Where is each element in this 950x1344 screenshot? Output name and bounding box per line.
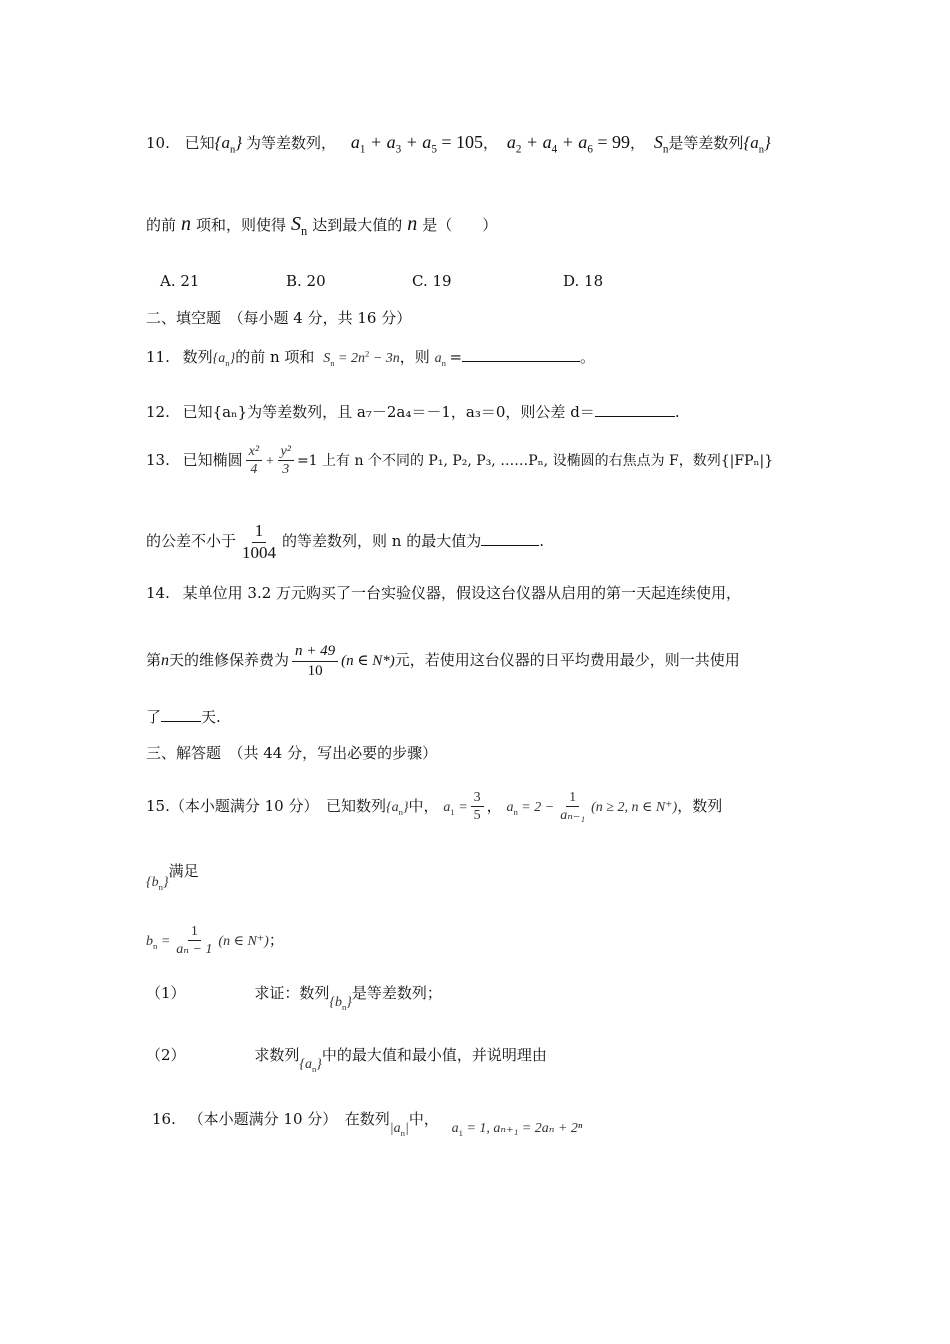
q13-ellipse-frac-x: $\frac{\text{x²}}{4}$ <box>246 444 262 478</box>
q10-number: 10. <box>146 134 170 152</box>
q15-bn-frac: $\frac{1}{\text{aₙ − 1}}$ <box>176 924 213 958</box>
question-12: 12. 已知{aₙ}为等差数列，且 a₇－2a₄＝－1，a₃＝0，则公差 d＝ . <box>146 403 680 421</box>
q10-option-b: B. 20 <box>286 272 326 290</box>
question-15: 15.（本小题满分 10 分） 已知数列$\{a_n\}$中， $a_1$ = $\frac{3}{5}$ ， $a_n = 2$ − $\frac{1}{\text{aₙ₋₁}}$ (n ≥ 2, n ∈ N⁺)，数列 <box>146 790 723 824</box>
q12-answer-blank[interactable] <box>595 415 675 417</box>
question-14-end: 了 天. <box>146 708 221 726</box>
q11-answer-blank[interactable] <box>462 360 580 362</box>
q14-answer-blank[interactable] <box>161 720 201 722</box>
question-15-bn: $\{b_n\}$满足 <box>146 862 199 892</box>
question-14-cont: 第n天的维修保养费为 $\frac{n + 49}{10}$ (n ∈ N*)元，若使用这台仪器的日平均费用最少，则一共使用 <box>146 643 740 679</box>
q10-option-a: A. 21 <box>160 272 200 290</box>
question-15-bn-def: $b_n$ = $\frac{1}{\text{aₙ − 1}}$ (n ∈ N⁺)； <box>146 924 284 958</box>
question-14: 14. 某单位用 3.2 万元购买了一台实验仪器，假设这台仪器从启用的第一天起连续使用， <box>146 584 742 602</box>
q13-answer-blank[interactable] <box>481 544 539 546</box>
q15-an-frac: $\frac{1}{\text{aₙ₋₁}}$ <box>560 790 586 824</box>
q14-fee-frac: $\frac{n + 49}{10}$ <box>292 643 338 679</box>
section-3-title: 三、解答题 （共 44 分，写出必要的步骤） <box>146 744 438 762</box>
q13-difference-frac: $\frac{1}{1004}$ <box>242 521 277 562</box>
question-16: 16. （本小题满分 10 分） 在数列$|a_n|$中， $a_1 = 1$, aₙ₊₁ = 2aₙ + 2ⁿ <box>152 1110 583 1138</box>
question-10-cont: 的前 n 项和，则使得 $S_n$ 达到最大值的 n 是（ ） <box>146 213 498 238</box>
question-15-part-2: （2） 求数列$\{a_n\}$中的最大值和最小值，并说明理由 <box>146 1046 547 1074</box>
question-13-cont: 的公差不小于 $\frac{1}{1004}$ 的等差数列，则 n 的最大值为 . <box>146 521 544 562</box>
question-10: 10. 已知$\{a_n\}$ 为等差数列， $a_1 + a_3 + a_5 = 105$， $a_2 + a_4 + a_6 = 99$， $S_n$是等差数列$\{a_n\}$ <box>146 132 771 156</box>
section-2-title: 二、填空题 （每小题 4 分，共 16 分） <box>146 309 412 327</box>
question-11: 11. 数列$\{a_n\}$的前 n 项和 $S_n = 2n^2 - 3n$，则 $a_n$ = 。 <box>146 348 596 368</box>
q15-a1-frac: $\frac{3}{5}$ <box>471 790 484 824</box>
question-13: 13. 已知椭圆 $\frac{\text{x²}}{4}$ + $\frac{\text{y²}}{3}$ =1 上有 n 个不同的 P₁, P₂, P₃, ……Pₙ, 设椭圆的右焦点为 F，数列{|FPₙ|} <box>146 444 774 478</box>
question-15-part-1: （1） 求证：数列$\{b_n\}$是等差数列； <box>146 984 442 1012</box>
q10-option-c: C. 19 <box>412 272 452 290</box>
q10-option-d: D. 18 <box>563 272 604 290</box>
q13-ellipse-frac-y: $\frac{\text{y²}}{3}$ <box>278 444 294 478</box>
